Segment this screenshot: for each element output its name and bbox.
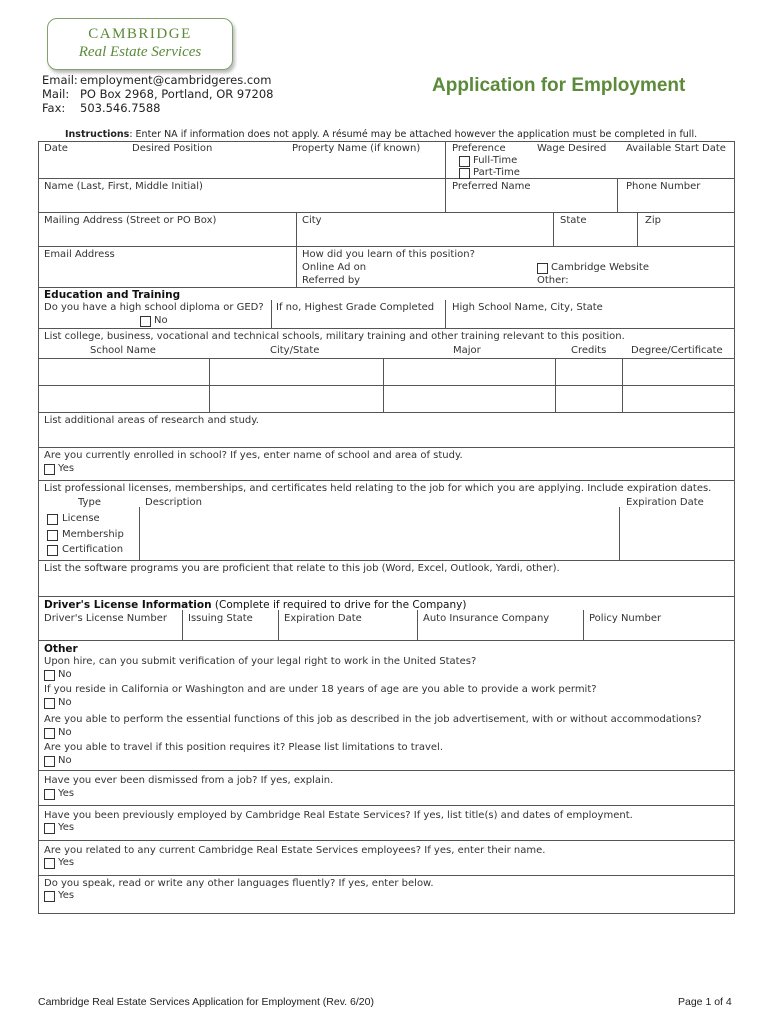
enrolled-question: Are you currently enrolled in school? If yes, enter name of school and area of study. [44, 450, 463, 461]
question-dismissed: Have you ever been dismissed from a job? If yes, explain. [44, 775, 334, 786]
dismissed-yes-label: Yes [58, 788, 75, 799]
work-right-no-checkbox[interactable] [44, 670, 55, 681]
question-related: Are you related to any current Cambridge Real Estate Services employees? If yes, enter their name. [44, 845, 546, 856]
online-ad-label: Online Ad on [302, 262, 367, 273]
contact-fax: 503.546.7588 [80, 101, 161, 115]
enrolled-yes-checkbox[interactable] [44, 464, 55, 475]
license-label: License [62, 513, 100, 524]
diploma-no-checkbox[interactable] [140, 316, 151, 327]
date-label: Date [44, 143, 68, 154]
question-travel: Are you able to travel if this position requires it? Please list limitations to travel. [44, 742, 443, 753]
referred-by-label: Referred by [302, 275, 361, 286]
work-permit-no-label: No [58, 697, 72, 708]
col-type: Type [78, 497, 101, 508]
question-previous-employment: Have you been previously employed by Cambridge Real Estate Services? If yes, list title(s) and dates of employment. [44, 810, 633, 821]
instructions-text: : Enter NA if information does not apply. A résumé may be attached however the application must be completed in full. [129, 129, 698, 140]
name-label: Name (Last, First, Middle Initial) [44, 181, 203, 192]
certification-label: Certification [62, 544, 124, 555]
contact-email: employment@cambridgeres.com [80, 73, 272, 87]
fulltime-label: Full-Time [473, 155, 518, 166]
enrolled-yes-label: Yes [58, 463, 75, 474]
logo-line1: CAMBRIDGE [88, 26, 192, 42]
cambridge-website-label: Cambridge Website [551, 262, 649, 273]
email-address-label: Email Address [44, 249, 115, 260]
license-checkbox[interactable] [47, 514, 58, 525]
diploma-question: Do you have a high school diploma or GED? [44, 302, 264, 313]
phone-label: Phone Number [626, 181, 701, 192]
driver-heading-note: (Complete if required to drive for the Company) [211, 599, 467, 611]
research-label: List additional areas of research and study. [44, 415, 259, 426]
related-yes-checkbox[interactable] [44, 858, 55, 869]
policy-number-label: Policy Number [589, 613, 662, 624]
state-label: State [560, 215, 587, 226]
driver-heading-text: Driver's License Information [44, 599, 212, 611]
licenses-instruction: List professional licenses, memberships, and certificates held relating to the job for which you are applying. Include expiration dates. [44, 483, 712, 494]
fax-label: Fax: [42, 101, 66, 115]
zip-label: Zip [645, 215, 661, 226]
schools-instruction: List college, business, vocational and technical schools, military training and other training relevant to this position. [44, 331, 625, 342]
languages-yes-label: Yes [58, 890, 75, 901]
previous-employment-yes-label: Yes [58, 822, 75, 833]
preference-label: Preference [452, 143, 506, 154]
instructions-label: Instructions [65, 129, 130, 140]
highest-grade-label: If no, Highest Grade Completed [276, 302, 435, 313]
address-label: Mailing Address (Street or PO Box) [44, 215, 217, 226]
issuing-state-label: Issuing State [188, 613, 253, 624]
page-number: Page 1 of 4 [678, 996, 732, 1008]
essential-functions-no-label: No [58, 727, 72, 738]
contact-block [42, 73, 273, 115]
license-expiration-label: Expiration Date [284, 613, 362, 624]
high-school-label: High School Name, City, State [452, 302, 603, 313]
city-label: City [302, 215, 322, 226]
previous-employment-yes-checkbox[interactable] [44, 823, 55, 834]
page-title: Application for Employment [432, 75, 686, 96]
parttime-label: Part-Time [473, 167, 520, 178]
other-source-label: Other: [537, 275, 569, 286]
col-credits: Credits [571, 345, 607, 356]
membership-label: Membership [62, 529, 124, 540]
property-name-label: Property Name (if known) [292, 143, 421, 154]
software-label: List the software programs you are proficient that relate to this job (Word, Excel, Outlook, Yardi, other). [44, 563, 560, 574]
cambridge-website-checkbox[interactable] [537, 263, 548, 274]
col-degree: Degree/Certificate [631, 345, 723, 356]
start-date-label: Available Start Date [626, 143, 726, 154]
work-right-no-label: No [58, 669, 72, 680]
fulltime-checkbox[interactable] [459, 156, 470, 167]
footer-left: Cambridge Real Estate Services Application for Employment (Rev. 6/20) [38, 996, 374, 1008]
instructions [65, 129, 697, 140]
col-major: Major [453, 345, 481, 356]
other-heading: Other [44, 643, 78, 655]
education-heading: Education and Training [44, 289, 181, 301]
logo-line2: Real Estate Services [78, 44, 202, 60]
mail-label: Mail: [42, 87, 70, 101]
wage-desired-label: Wage Desired [537, 143, 607, 154]
driver-heading [44, 599, 466, 611]
learn-label: How did you learn of this position? [302, 249, 475, 260]
email-label: Email: [42, 73, 78, 87]
question-work-right: Upon hire, can you submit verification of your legal right to work in the United States? [44, 656, 477, 667]
certification-checkbox[interactable] [47, 545, 58, 556]
question-languages: Do you speak, read or write any other languages fluently? If yes, enter below. [44, 878, 434, 889]
languages-yes-checkbox[interactable] [44, 891, 55, 902]
essential-functions-no-checkbox[interactable] [44, 728, 55, 739]
col-description: Description [145, 497, 202, 508]
travel-no-label: No [58, 755, 72, 766]
license-number-label: Driver's License Number [44, 613, 167, 624]
col-school-name: School Name [90, 345, 156, 356]
membership-checkbox[interactable] [47, 530, 58, 541]
parttime-checkbox[interactable] [459, 168, 470, 179]
work-permit-no-checkbox[interactable] [44, 698, 55, 709]
travel-no-checkbox[interactable] [44, 756, 55, 767]
question-work-permit: If you reside in California or Washington and are under 18 years of age are you able to provide a work permit? [44, 684, 597, 695]
preferred-name-label: Preferred Name [452, 181, 531, 192]
contact-mail: PO Box 2968, Portland, OR 97208 [80, 87, 274, 101]
desired-position-label: Desired Position [132, 143, 213, 154]
col-expiration: Expiration Date [626, 497, 704, 508]
col-city-state: City/State [270, 345, 320, 356]
dismissed-yes-checkbox[interactable] [44, 789, 55, 800]
related-yes-label: Yes [58, 857, 75, 868]
company-logo [47, 18, 233, 70]
insurance-company-label: Auto Insurance Company [423, 613, 550, 624]
diploma-no-label: No [154, 315, 168, 326]
question-essential-functions: Are you able to perform the essential functions of this job as described in the job advertisement, with or without accommodations? [44, 714, 702, 725]
